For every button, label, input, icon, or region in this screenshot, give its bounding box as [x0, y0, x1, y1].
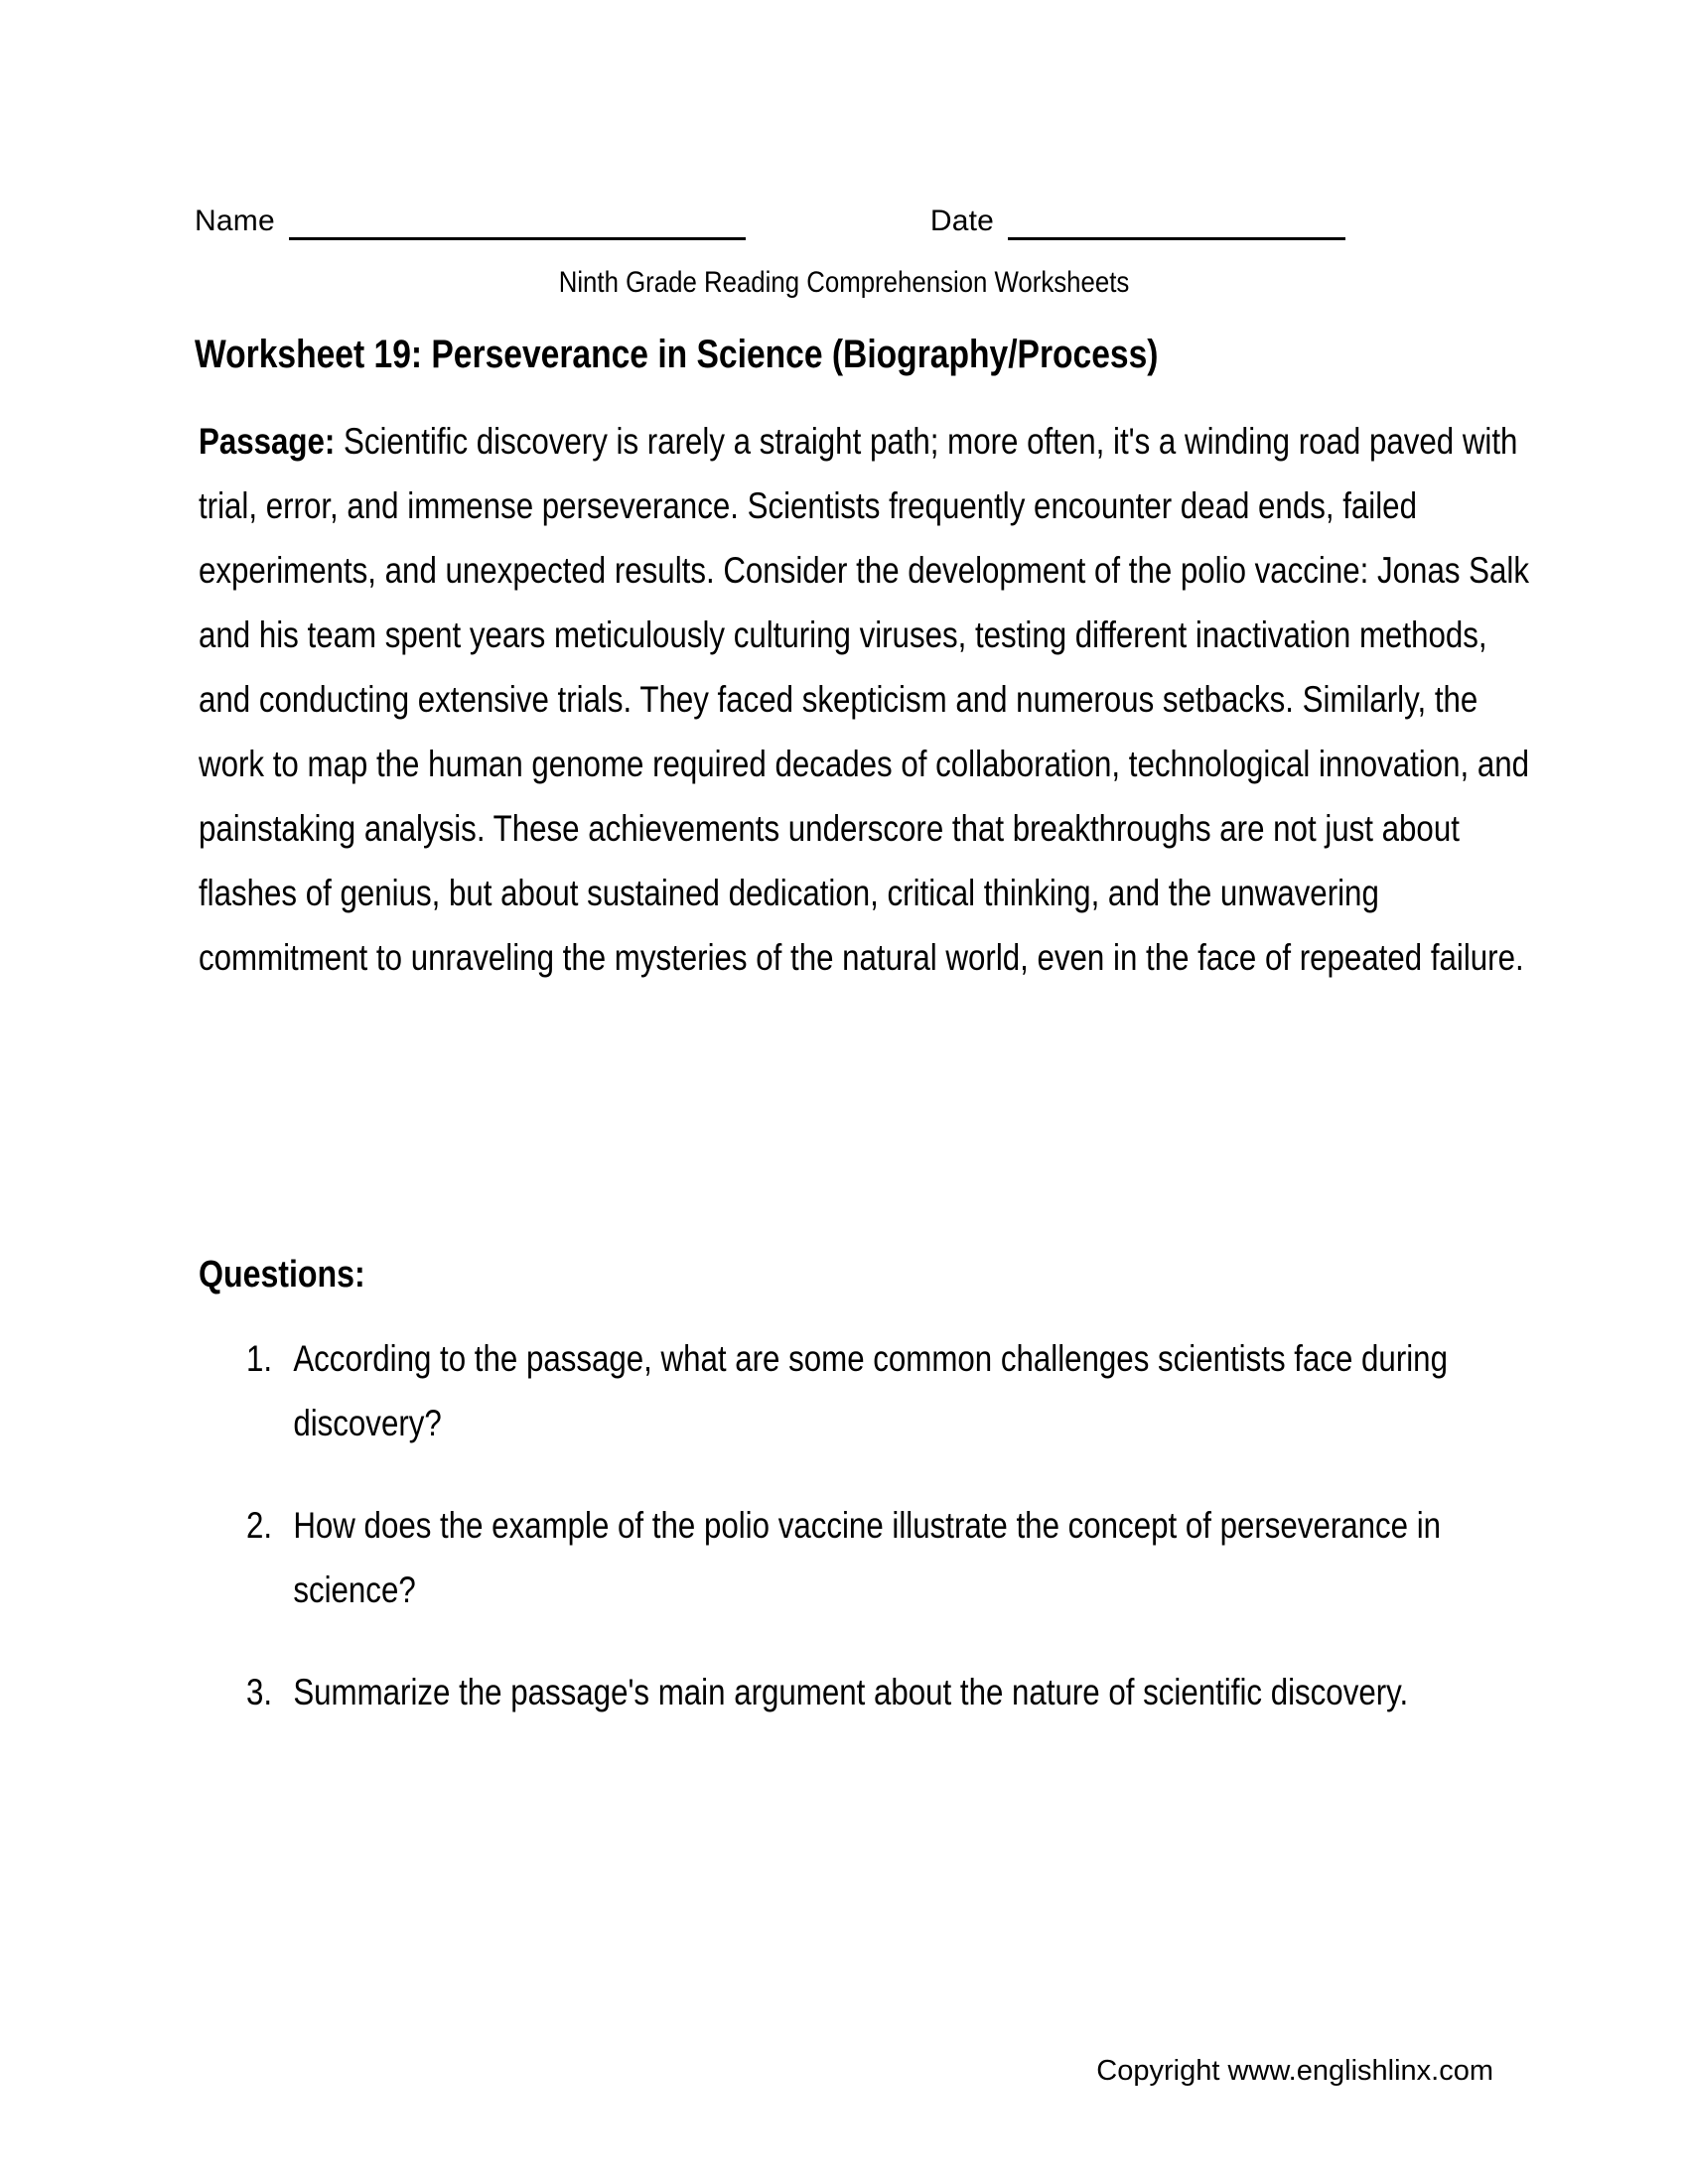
question-text: Summarize the passage's main argument about the nature of scientific discovery.	[293, 1672, 1409, 1712]
question-text: According to the passage, what are some common challenges scientists face during discovery?	[293, 1338, 1448, 1443]
name-label: Name	[195, 205, 275, 237]
questions-list	[246, 1326, 1521, 1762]
worksheet-subtitle: Ninth Grade Reading Comprehension Worksheets	[558, 266, 1130, 299]
page-title: Worksheet 19: Perseverance in Science (Biography/Process)	[195, 333, 1159, 376]
question-number: 3.	[246, 1672, 273, 1712]
question-text: How does the example of the polio vaccine illustrate the concept of perseverance in science?	[293, 1505, 1442, 1610]
questions-heading: Questions:	[199, 1254, 365, 1296]
date-field[interactable]	[930, 205, 1345, 240]
question-number: 1.	[246, 1338, 273, 1379]
list-item	[246, 1660, 1521, 1724]
list-item	[246, 1326, 1521, 1455]
passage-block	[199, 409, 1533, 990]
date-label: Date	[929, 205, 994, 237]
question-number: 2.	[246, 1505, 273, 1546]
copyright-footer: Copyright www.englishlinx.com	[1096, 2055, 1493, 2087]
passage-text: Scientific discovery is rarely a straight path; more often, it's a winding road paved with trial, error, and immense perseverance. Scientists frequently encounter dead ends, failed experiments, and unexpected results. Consider the development of the polio vaccine: Jonas Salk and his team spent years meticulously culturing viruses, testing different inactivation methods, and conducting extensive trials. They faced skepticism and numerous setbacks. Similarly, the work to map the human genome required decades of collaboration, technological innovation, and painstaking analysis. These achievements underscore that breakthroughs are not just about flashes of genius, but about sustained dedication, critical thinking, and the unwavering commitment to unraveling the mysteries of the natural world, even in the face of repeated failure.	[199, 421, 1530, 978]
name-field[interactable]	[195, 205, 746, 240]
list-item	[246, 1493, 1521, 1622]
student-info-row	[195, 195, 1408, 240]
passage-label: Passage:	[199, 421, 336, 462]
date-write-line[interactable]	[1008, 209, 1345, 240]
name-write-line[interactable]	[289, 209, 746, 240]
